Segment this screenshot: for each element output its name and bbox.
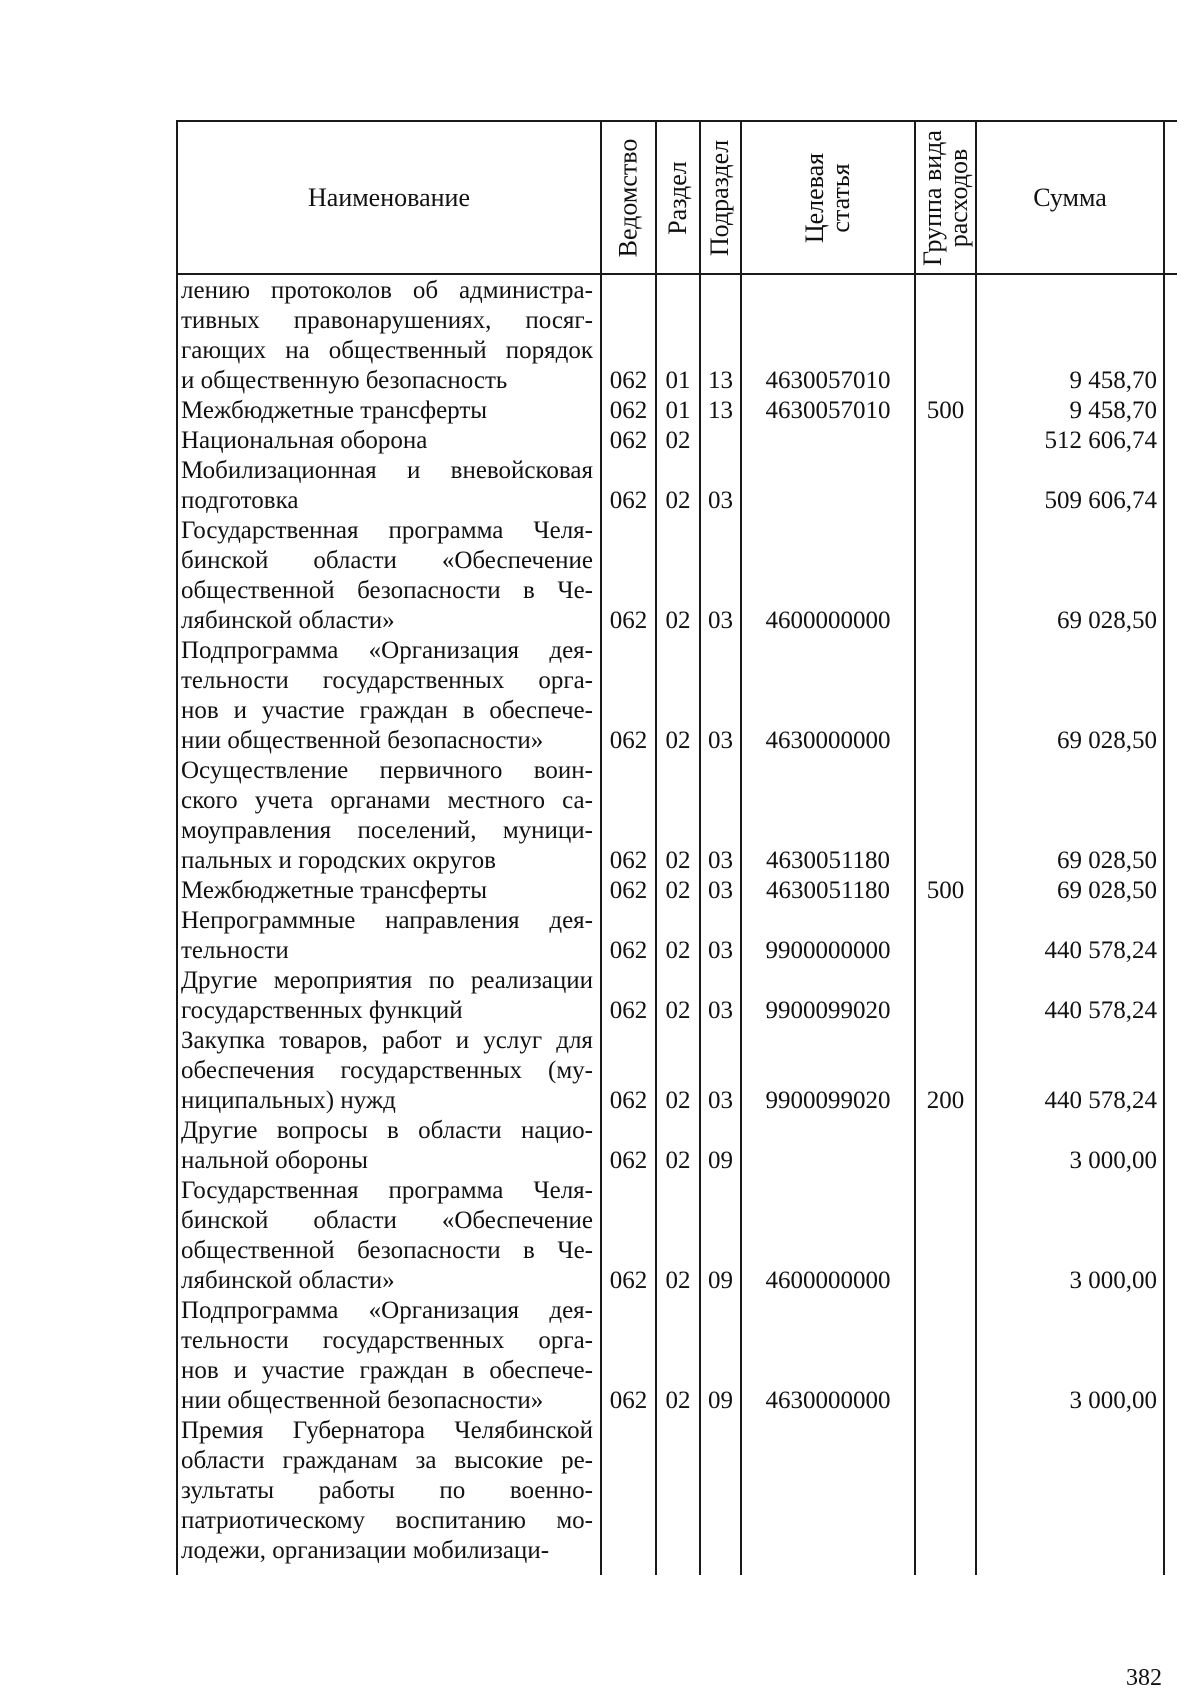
row-subsection-cell: 03 — [708, 937, 733, 964]
row-target-cell: 4600000000 — [765, 1267, 891, 1294]
row-name-line: тельности — [181, 937, 289, 964]
word: участие — [261, 1357, 345, 1384]
row-target-cell: 4630057010 — [765, 397, 891, 424]
word: са- — [562, 787, 593, 814]
word: «Обеспечение — [441, 547, 593, 574]
word: моуправления — [181, 817, 332, 844]
row-name-line — [181, 1296, 593, 1326]
word: общественной — [181, 1237, 335, 1264]
word: Закупка — [181, 1027, 266, 1054]
word: Осуществление — [181, 757, 349, 784]
header-section-label: Раздел — [663, 160, 693, 235]
row-name-line — [181, 756, 593, 786]
row-subsection-cell: 03 — [708, 727, 733, 754]
row-dept-cell: 062 — [609, 877, 648, 904]
row-dept-cell: 062 — [609, 727, 648, 754]
row-name-line — [181, 1056, 593, 1086]
row-section-cell: 02 — [665, 847, 691, 874]
word: Челябинской — [454, 1417, 593, 1444]
row-subsection-cell: 03 — [708, 607, 733, 634]
word: орга- — [538, 1327, 593, 1354]
word: работ — [382, 1027, 442, 1054]
row-subsection-cell: 03 — [708, 997, 733, 1024]
word: в — [387, 1117, 399, 1144]
header-subsection — [701, 122, 740, 273]
row-sum-cell: 3 000,00 — [1069, 1267, 1157, 1294]
row-sum-cell: 440 578,24 — [1044, 1087, 1157, 1114]
row-name-line: Межбюджетные трансферты — [181, 877, 488, 904]
row-dept-cell: 062 — [609, 847, 648, 874]
word: высокие — [454, 1447, 544, 1474]
row-target-cell: 4630057010 — [765, 367, 891, 394]
row-dept-cell: 062 — [609, 367, 648, 394]
word: воин- — [533, 757, 593, 784]
row-name-line — [181, 816, 593, 846]
row-name-line — [181, 276, 593, 306]
word: обеспече- — [489, 697, 593, 724]
word: нов — [181, 1357, 219, 1384]
word: местного — [447, 787, 546, 814]
header-name — [178, 122, 600, 273]
word: бинской — [181, 1207, 269, 1234]
word: дея- — [549, 637, 593, 664]
row-sum-cell: 3 000,00 — [1069, 1387, 1157, 1414]
row-name-line — [181, 696, 593, 726]
word: реализации — [470, 967, 593, 994]
word: Мобилизационная — [181, 457, 377, 484]
row-target-cell: 4630000000 — [765, 1387, 891, 1414]
header-bottom-border — [176, 273, 1177, 275]
word: Подпрограмма — [181, 1297, 339, 1324]
row-section-cell: 02 — [665, 1387, 691, 1414]
word: тивных — [181, 307, 260, 334]
row-dept-cell: 062 — [609, 937, 648, 964]
row-subsection-cell: 09 — [708, 1387, 733, 1414]
row-target-cell: 9900000000 — [765, 937, 891, 964]
word: посяг- — [525, 307, 593, 334]
row-name-line — [181, 456, 593, 486]
row-section-cell: 01 — [665, 397, 691, 424]
word: протоколов — [270, 277, 392, 304]
word: услуг — [483, 1027, 543, 1054]
row-name-line: лодежи, организации мобилизаци- — [181, 1537, 550, 1564]
word: для — [556, 1027, 593, 1054]
row-section-cell: 02 — [665, 727, 691, 754]
row-sum-cell: 69 028,50 — [1057, 847, 1157, 874]
word: области — [313, 1207, 397, 1234]
header-dept-label: Ведомство — [613, 138, 643, 257]
row-subsection-cell: 09 — [708, 1147, 733, 1174]
row-dept-cell: 062 — [609, 1267, 648, 1294]
word: участие — [261, 697, 345, 724]
word: лению — [181, 277, 251, 304]
row-section-cell: 02 — [665, 1267, 691, 1294]
word: и — [455, 1027, 470, 1054]
word: воспитанию — [395, 1507, 526, 1534]
header-group-line1: Группа вида — [917, 129, 947, 266]
col-divider-target — [914, 120, 916, 1575]
word: мо- — [556, 1507, 593, 1534]
row-dept-cell: 062 — [609, 1147, 648, 1174]
row-name-line — [181, 516, 593, 546]
word: порядок — [505, 337, 593, 364]
row-name-line: нальной обороны — [181, 1147, 368, 1174]
row-section-cell: 02 — [665, 1147, 691, 1174]
word: граждан — [359, 1357, 448, 1384]
word: тельности — [181, 667, 289, 694]
word: безопасности — [357, 1237, 501, 1264]
header-target-label — [799, 152, 855, 243]
word: Челя- — [533, 1177, 593, 1204]
word: области — [418, 1117, 502, 1144]
header-sum — [977, 122, 1163, 273]
row-dept-cell: 062 — [609, 397, 648, 424]
row-subsection-cell: 13 — [708, 367, 733, 394]
row-subsection-cell: 03 — [708, 847, 733, 874]
word: дея- — [549, 1297, 593, 1324]
row-name-line — [181, 546, 593, 576]
header-target — [742, 122, 914, 273]
row-name-line: государственных функций — [181, 997, 463, 1024]
row-dept-cell: 062 — [609, 427, 648, 454]
header-section — [657, 122, 699, 273]
word: по — [439, 1477, 466, 1504]
row-section-cell: 02 — [665, 937, 691, 964]
row-name-line: подготовка — [181, 487, 299, 514]
page-number: 382 — [1126, 1665, 1162, 1691]
table-right-border — [1163, 120, 1165, 1575]
word: на — [285, 337, 310, 364]
word: за — [415, 1447, 437, 1474]
word: ского — [181, 787, 238, 814]
word: Челя- — [533, 517, 593, 544]
word: общественный — [328, 337, 487, 364]
row-dept-cell: 062 — [609, 1387, 648, 1414]
row-name-line — [181, 1356, 593, 1386]
word: бинской — [181, 547, 269, 574]
word: гражданам — [282, 1447, 398, 1474]
word: Непрограммные — [181, 907, 356, 934]
word: военно- — [509, 1477, 593, 1504]
row-group-cell: 200 — [926, 1087, 965, 1114]
header-group-label — [917, 129, 973, 266]
row-name-line: Межбюджетные трансферты — [181, 397, 488, 424]
row-sum-cell: 440 578,24 — [1044, 997, 1157, 1024]
word: государственных — [322, 667, 505, 694]
word: ре- — [561, 1447, 593, 1474]
row-name-line — [181, 1176, 593, 1206]
word: Подпрограмма — [181, 637, 339, 664]
word: тельности — [181, 1327, 289, 1354]
row-name-line — [181, 966, 593, 996]
row-subsection-cell: 03 — [708, 487, 733, 514]
word: программа — [388, 517, 504, 544]
word: программа — [388, 1177, 504, 1204]
word: направления — [385, 907, 520, 934]
word: «Обеспечение — [441, 1207, 593, 1234]
word: общественной — [181, 577, 335, 604]
word: государственных — [340, 1057, 523, 1084]
word: и — [233, 697, 247, 724]
row-name-line — [181, 1446, 593, 1476]
word: правонарушениях, — [293, 307, 492, 334]
word: первичного — [379, 757, 503, 784]
word: обеспече- — [489, 1357, 593, 1384]
word: зультаты — [181, 1477, 275, 1504]
word: Государственная — [181, 1177, 359, 1204]
row-name-line — [181, 336, 593, 366]
header-sum-label: Сумма — [1033, 182, 1107, 212]
row-group-cell: 500 — [926, 397, 965, 424]
row-target-cell: 9900099020 — [765, 1087, 891, 1114]
word: безопасности — [357, 577, 501, 604]
row-target-cell: 4630000000 — [765, 727, 891, 754]
word: «Организация — [368, 1297, 520, 1324]
word: работы — [318, 1477, 395, 1504]
word: орга- — [538, 667, 593, 694]
row-dept-cell: 062 — [609, 607, 648, 634]
row-target-cell: 9900099020 — [765, 997, 891, 1024]
row-name-line: и общественную безопасность — [181, 367, 508, 394]
row-name-line — [181, 1506, 593, 1536]
word: и — [406, 457, 421, 484]
word: мероприятия — [273, 967, 413, 994]
row-name-line — [181, 906, 593, 936]
word: Премия — [181, 1417, 264, 1444]
word: граждан — [359, 697, 448, 724]
row-name-line: нии общественной безопасности» — [181, 727, 544, 754]
word: Губернатора — [292, 1417, 425, 1444]
row-subsection-cell: 03 — [708, 1087, 733, 1114]
row-name-line — [181, 786, 593, 816]
word: патриотическому — [181, 1507, 366, 1534]
header-target-line1: Целевая — [799, 152, 829, 243]
word: Государственная — [181, 517, 359, 544]
row-name-line — [181, 306, 593, 336]
row-target-cell: 4630051180 — [765, 847, 891, 874]
row-name-line — [181, 1236, 593, 1266]
header-name-label: Наименование — [308, 182, 470, 212]
row-section-cell: 01 — [665, 367, 691, 394]
word: области — [181, 1447, 265, 1474]
word: в — [462, 1357, 475, 1384]
word: нацио- — [520, 1117, 593, 1144]
row-name-line — [181, 1326, 593, 1356]
row-sum-cell: 69 028,50 — [1057, 727, 1157, 754]
row-subsection-cell: 09 — [708, 1267, 733, 1294]
word: «Организация — [368, 637, 520, 664]
word: об — [412, 277, 439, 304]
row-sum-cell: 9 458,70 — [1069, 367, 1157, 394]
row-name-line — [181, 636, 593, 666]
word: в — [462, 697, 475, 724]
row-sum-cell: 69 028,50 — [1057, 607, 1157, 634]
row-name-line: нии общественной безопасности» — [181, 1387, 544, 1414]
word: нов — [181, 697, 219, 724]
row-name-line — [181, 576, 593, 606]
word: товаров, — [279, 1027, 369, 1054]
word: дея- — [549, 907, 593, 934]
row-name-line — [181, 1416, 593, 1446]
row-section-cell: 02 — [665, 997, 691, 1024]
word: гающих — [181, 337, 267, 364]
row-target-cell: 4630051180 — [765, 877, 891, 904]
row-subsection-cell: 13 — [708, 397, 733, 424]
row-section-cell: 02 — [665, 877, 691, 904]
word: поселений, — [357, 817, 477, 844]
header-group — [916, 122, 975, 273]
word: Че- — [557, 577, 593, 604]
word: области — [313, 547, 397, 574]
row-sum-cell: 3 000,00 — [1069, 1147, 1157, 1174]
header-dept — [602, 122, 655, 273]
row-sum-cell: 512 606,74 — [1044, 427, 1157, 454]
word: в — [523, 1237, 535, 1264]
word: учета — [254, 787, 314, 814]
row-name-line — [181, 1206, 593, 1236]
word: по — [428, 967, 455, 994]
word: Другие — [181, 1117, 258, 1144]
row-sum-cell: 9 458,70 — [1069, 397, 1157, 424]
row-dept-cell: 062 — [609, 487, 648, 514]
table-left-border — [176, 120, 178, 1575]
word: (му- — [548, 1057, 593, 1084]
row-sum-cell: 440 578,24 — [1044, 937, 1157, 964]
row-target-cell: 4600000000 — [765, 607, 891, 634]
row-name-line: лябинской области» — [181, 1267, 395, 1294]
word: обеспечения — [181, 1057, 315, 1084]
row-dept-cell: 062 — [609, 997, 648, 1024]
row-section-cell: 02 — [665, 607, 691, 634]
row-section-cell: 02 — [665, 487, 691, 514]
row-sum-cell: 509 606,74 — [1044, 487, 1157, 514]
row-name-line: ниципальных) нужд — [181, 1087, 396, 1114]
row-name-line: Национальная оборона — [181, 427, 428, 454]
row-name-line — [181, 1116, 593, 1146]
word: в — [523, 577, 535, 604]
row-section-cell: 02 — [665, 427, 691, 454]
word: Другие — [181, 967, 258, 994]
row-section-cell: 02 — [665, 1087, 691, 1114]
row-name-line — [181, 666, 593, 696]
row-subsection-cell: 03 — [708, 877, 733, 904]
row-name-line — [181, 1476, 593, 1506]
word: вопросы — [276, 1117, 368, 1144]
header-group-line2: расходов — [943, 148, 973, 247]
word: органами — [330, 787, 431, 814]
row-sum-cell: 69 028,50 — [1057, 877, 1157, 904]
row-name-line: лябинской области» — [181, 607, 395, 634]
word: государственных — [322, 1327, 505, 1354]
header-subsection-label: Подраздел — [705, 139, 735, 256]
word: Че- — [557, 1237, 593, 1264]
row-group-cell: 500 — [926, 877, 965, 904]
word: вневойсковая — [450, 457, 593, 484]
word: муници- — [502, 817, 593, 844]
header-target-line2: статья — [825, 162, 855, 233]
row-dept-cell: 062 — [609, 1087, 648, 1114]
word: администра- — [458, 277, 593, 304]
row-name-line — [181, 1026, 593, 1056]
word: и — [233, 1357, 247, 1384]
row-name-line: пальных и городских округов — [181, 847, 496, 874]
